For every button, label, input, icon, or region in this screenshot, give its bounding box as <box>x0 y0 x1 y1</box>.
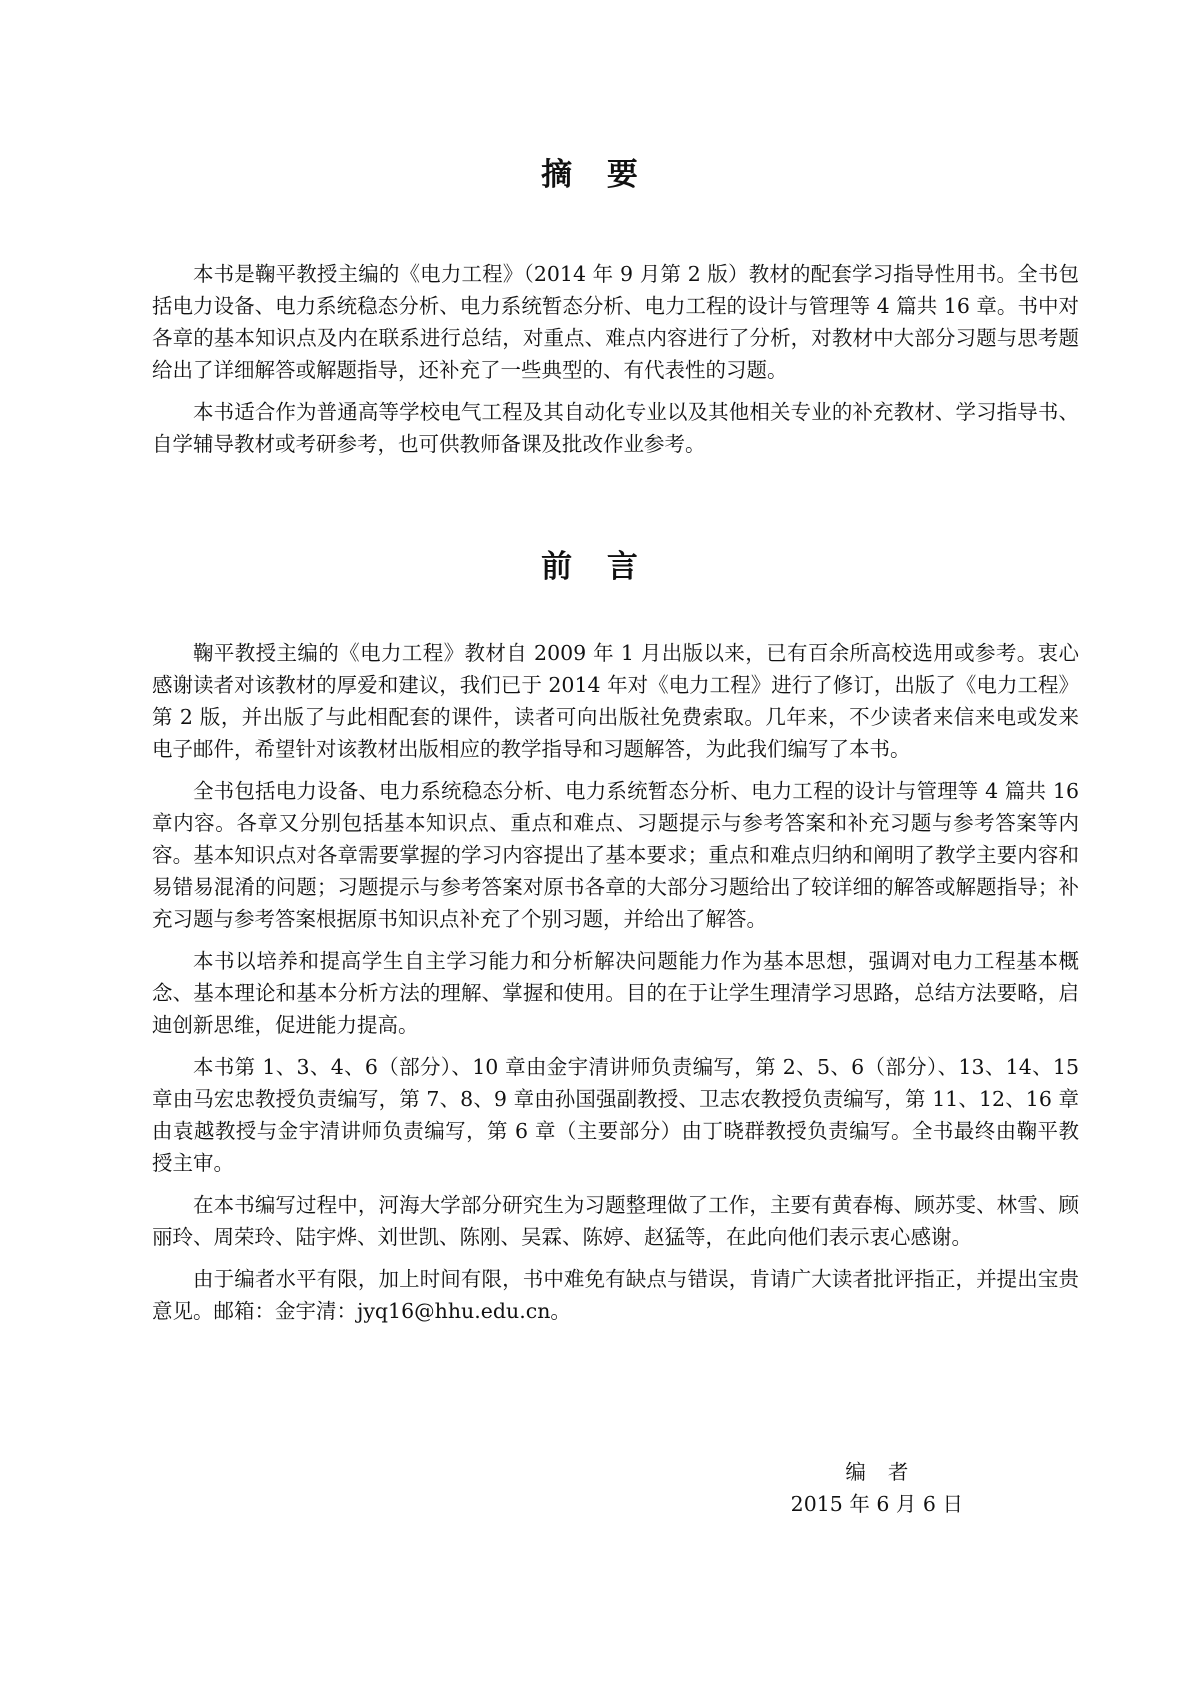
preface-paragraph: 鞠平教授主编的《电力工程》教材自 2009 年 1 月出版以来，已有百余所高校选用或参考。衷心感谢读者对该教材的厚爱和建议，我们已于 2014 年对《电力工程》进行了修订，出版了《电力工程》第 2 版，并出版了与此相配套的课件，读者可向出版社免费索取。几年来，不少读者来信来电或发来电子邮件，希望针对该教材出版相应的教学指导和习题解答，为此我们编写了本书。 <box>152 641 1079 761</box>
preface-paragraph: 全书包括电力设备、电力系统稳态分析、电力系统暂态分析、电力工程的设计与管理等 4 篇共 16 章内容。各章又分别包括基本知识点、重点和难点、习题提示与参考答案和补充习题与参考答案等内容。基本知识点对各章需要掌握的学习内容提出了基本要求；重点和难点归纳和阐明了教学主要内容和易错易混淆的问题；习题提示与参考答案对原书各章的大部分习题给出了较详细的解答或解题指导；补充习题与参考答案根据原书知识点补充了个别习题，并给出了解答。 <box>152 779 1079 931</box>
abstract-paragraph: 本书是鞠平教授主编的《电力工程》（2014 年 9 月第 2 版）教材的配套学习指导性用书。全书包括电力设备、电力系统稳态分析、电力系统暂态分析、电力工程的设计与管理等 4 篇共 16 章。书中对各章的基本知识点及内在联系进行总结，对重点、难点内容进行了分析，对教材中大部分习题与思考题给出了详细解答或解题指导，还补充了一些典型的、有代表性的习题。 <box>152 262 1079 382</box>
preface-paragraph: 本书以培养和提高学生自主学习能力和分析解决问题能力作为基本思想，强调对电力工程基本概念、基本理论和基本分析方法的理解、掌握和使用。目的在于让学生理清学习思路，总结方法要略，启迪创新思维，促进能力提高。 <box>152 949 1079 1037</box>
preface-title: 前 言 <box>541 549 650 585</box>
preface-signature <box>791 1456 963 1520</box>
preface-body <box>152 637 1079 1337</box>
preface-paragraph: 由于编者水平有限，加上时间有限，书中难免有缺点与错误，肯请广大读者批评指正，并提出宝贵意见。邮箱：金宇清：jyq16@hhu.edu.cn。 <box>152 1267 1079 1323</box>
signature-author: 编者 <box>845 1460 931 1484</box>
abstract-paragraph: 本书适合作为普通高等学校电气工程及其自动化专业以及其他相关专业的补充教材、学习指导书、自学辅导教材或考研参考，也可供教师备课及批改作业参考。 <box>152 400 1079 456</box>
abstract-title: 摘 要 <box>541 157 650 193</box>
abstract-body <box>152 258 1079 470</box>
preface-paragraph: 在本书编写过程中，河海大学部分研究生为习题整理做了工作，主要有黄春梅、顾苏雯、林雪、顾丽玲、周荣玲、陆宇烨、刘世凯、陈刚、吴霖、陈婷、赵猛等，在此向他们表示衷心感谢。 <box>152 1193 1079 1249</box>
preface-paragraph: 本书第 1、3、4、6（部分）、10 章由金宇清讲师负责编写，第 2、5、6（部分）、13、14、15 章由马宏忠教授负责编写，第 7、8、9 章由孙国强副教授、卫志农教授负责编写，第 11、12、16 章由袁越教授与金宇清讲师负责编写，第 6 章（主要部分）由丁晓群教授负责编写。全书最终由鞠平教授主审。 <box>152 1055 1079 1175</box>
signature-date: 2015 年 6 月 6 日 <box>790 1492 963 1516</box>
